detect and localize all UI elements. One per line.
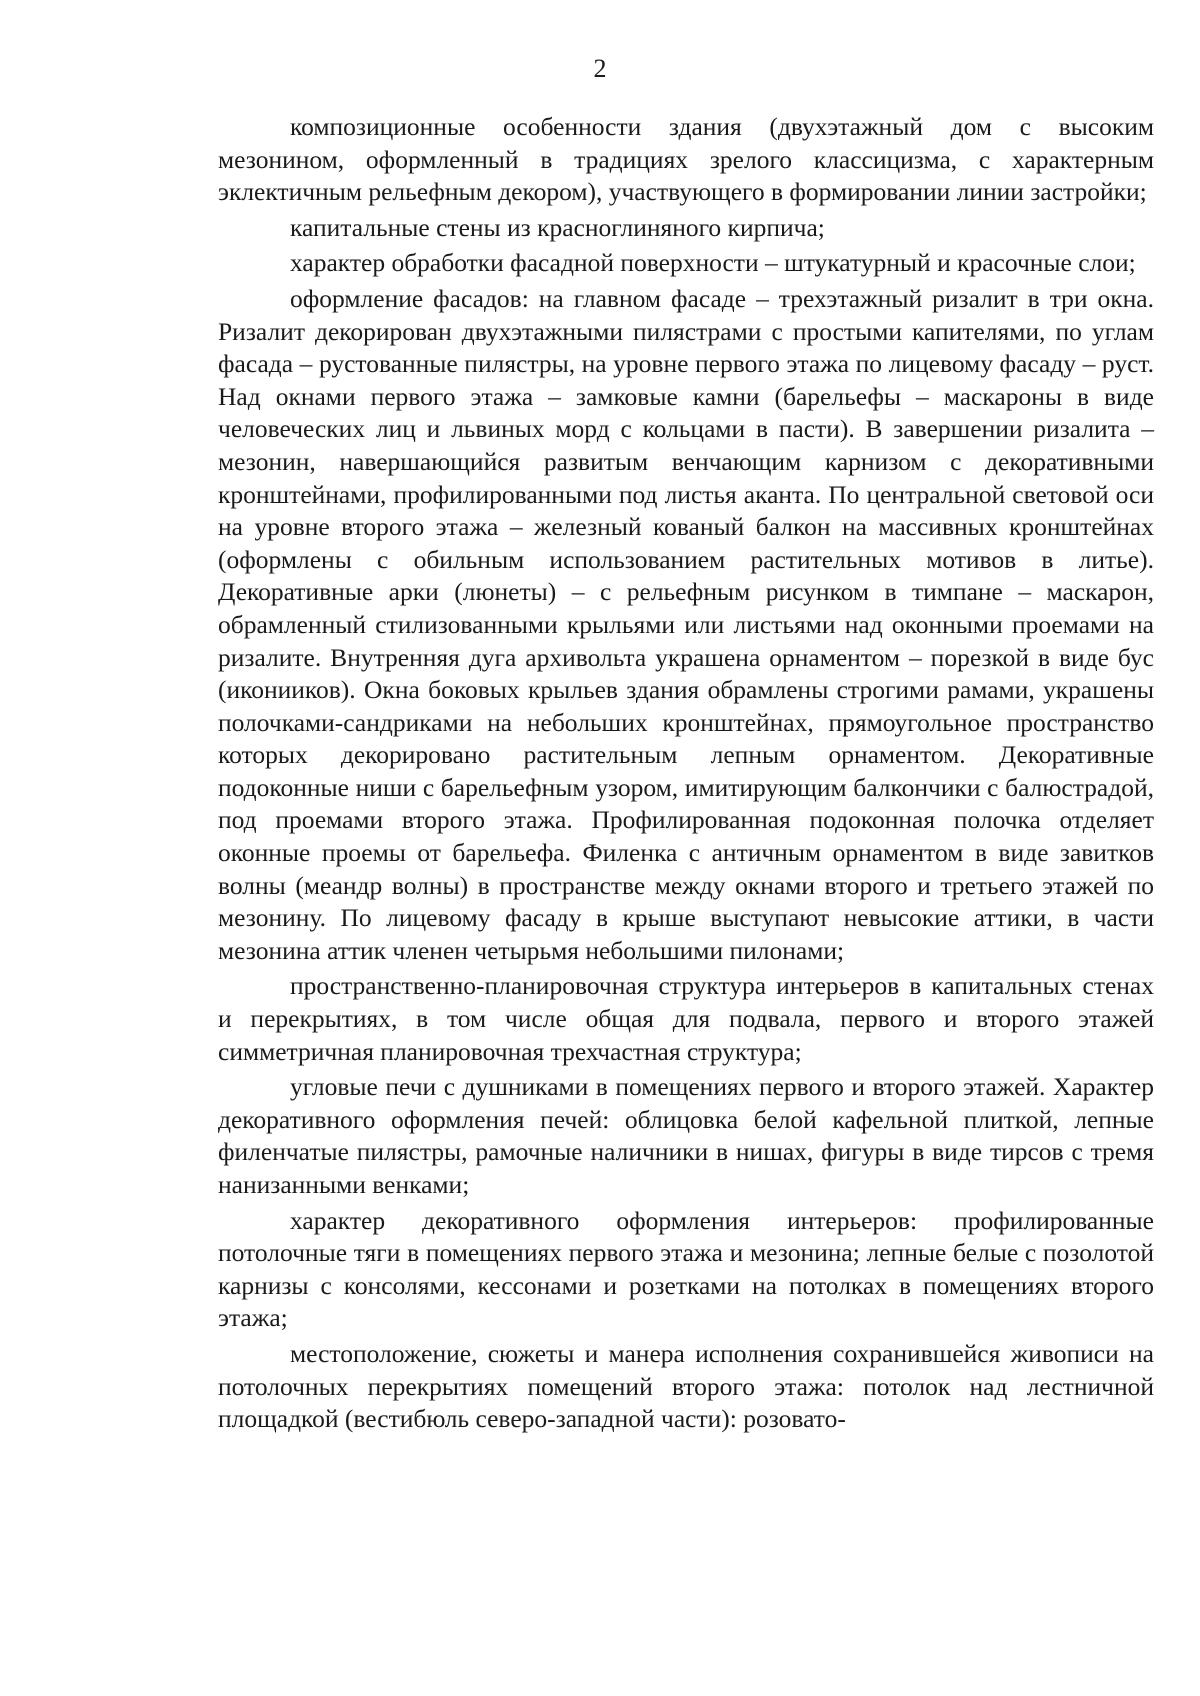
paragraph-stoves: угловые печи с душниками в помещениях первого и второго этажей. Характер декоративного оформления печей: облицовка белой кафельной плиткой, лепные филенчатые пилястры, рамочные наличники в нишах, фигуры в виде тирсов с тремя нанизанными венками; bbox=[218, 1072, 1154, 1199]
paragraph-facade-surface: характер обработки фасадной поверхности – штукатурный и красочные слои; bbox=[290, 248, 1136, 278]
paragraph-walls: капитальные стены из красноглиняного кирпича; bbox=[290, 212, 825, 242]
paragraph-ceiling-painting: местоположение, сюжеты и манера исполнения сохранившейся живописи на потолочных перекрытиях помещений второго этажа: потолок над лестничной площадкой (вестибюль северо-западной части): розовато- bbox=[218, 1338, 1154, 1434]
paragraph-composition: композиционные особенности здания (двухэтажный дом с высоким мезонином, оформленный в традициях зрелого классицизма, с характерным эклектичным рельефным декором), участвующего в формировании линии застройки; bbox=[218, 112, 1154, 207]
paragraph-planning-structure: пространственно-планировочная структура интерьеров в капитальных стенах и перекрытиях, в том числе общая для подвала, первого и второго этажей симметричная планировочная трехчастная структура; bbox=[218, 971, 1154, 1066]
page-number: 2 bbox=[593, 54, 607, 83]
paragraph-interior-decoration: характер декоративного оформления интерьеров: профилированные потолочные тяги в помещениях первого этажа и мезонина; лепные белые с позолотой карнизы с консолями, кессонами и розетками на потолках в помещениях второго этажа; bbox=[218, 1205, 1154, 1333]
document-body bbox=[218, 111, 1154, 1439]
paragraph-facade-design: оформление фасадов: на главном фасаде – трехэтажный ризалит в три окна. Ризалит декорирован двухэтажными пилястрами с простыми капителями, по углам фасада – рустованные пилястры, на уровне первого этажа по лицевому фасаду – руст. Над окнами первого этажа – замковые камни (барельефы – маскароны в виде человеческих лиц и львиных морд с кольцами в пасти). В завершении ризалита – мезонин, навершающийся развитым венчающим карнизом с декоративными кронштейнами, профилированными под листья аканта. По центральной световой оси на уровне второго этажа – железный кованый балкон на массивных кронштейнах (оформлены с обильным использованием растительных мотивов в литье). Декоративные арки (люнеты) – с рельефным рисунком в тимпане – маскарон, обрамленный стилизованными крыльями или листьями над оконными проемами на ризалите. Внутренняя дуга архивольта украшена орнаментом – порезкой в виде бус (иконииков). Окна боковых крыльев здания обрамлены строгими рамами, украшены полочками-сандриками на небольших кронштейнах, прямоугольное пространство которых декорировано растительным лепным орнаментом. Декоративные подоконные ниши с барельефным узором, имитирующим балкончики с балюстрадой, под проемами второго этажа. Профилированная подоконная полочка отделяет оконные проемы от барельефа. Филенка с античным орнаментом в виде завитков волны (меандр волны) в пространстве между окнами второго и третьего этажей по мезонину. По лицевому фасаду в крыше выступают невысокие аттики, в части мезонина аттик членен четырьмя небольшими пилонами; bbox=[218, 283, 1154, 965]
